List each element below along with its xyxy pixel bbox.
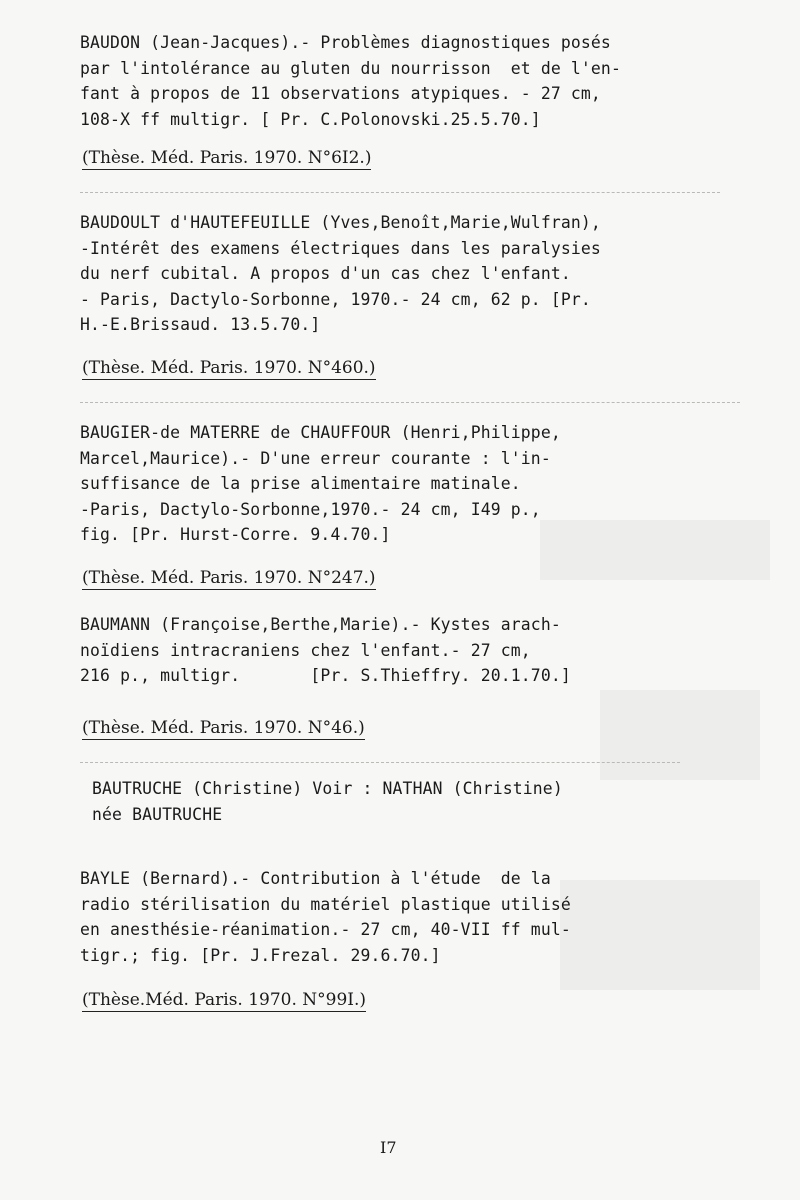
entry-line: suffisance de la prise alimentaire matinale. [80,474,521,493]
entry-line: 216 p., multigr. [Pr. S.Thieffry. 20.1.70.] [80,666,571,685]
separator-line [80,192,720,193]
thesis-citation: (Thèse. Méd. Paris. 1970. N°247.) [82,568,376,588]
bibliography-entry [80,420,740,548]
bibliography-entry [80,612,740,689]
entry-line: - Paris, Dactylo-Sorbonne, 1970.- 24 cm, 62 p. [Pr. [80,289,591,309]
entry-line: du nerf cubital. A propos d'un cas chez l'enfant. [80,264,571,283]
page-number: I7 [380,1138,397,1157]
entry-line: noïdiens intracraniens chez l'enfant.- 27 cm, [80,640,531,660]
entry-line: BAUGIER-de MATERRE de CHAUFFOUR (Henri,Philippe, [80,423,561,442]
separator-line [80,402,740,403]
entry-line: 108-X ff multigr. [ Pr. C.Polonovski.25.5.70.] [80,109,541,129]
entry-line: BAUTRUCHE (Christine) Voir : NATHAN (Christine) [92,779,563,798]
entry-line: née BAUTRUCHE [92,804,223,824]
entry-line: BAUDOULT d'HAUTEFEUILLE (Yves,Benoît,Marie,Wulfran), [80,213,601,232]
thesis-citation: (Thèse. Méd. Paris. 1970. N°6I2.) [82,148,372,168]
show-through-smudge [600,690,760,780]
bibliography-entry [80,866,740,968]
bibliography-entry [80,210,740,338]
thesis-citation: (Thèse. Méd. Paris. 1970. N°46.) [82,718,365,738]
entry-line: BAYLE (Bernard).- Contribution à l'étude de la [80,869,551,888]
entry-line: radio stérilisation du matériel plastique utilisé [80,894,571,914]
entry-line: H.-E.Brissaud. 13.5.70.] [80,315,321,334]
thesis-citation: (Thèse.Méd. Paris. 1970. N°99I.) [82,990,367,1010]
bibliography-entry [80,30,740,132]
entry-line: fig. [Pr. Hurst-Corre. 9.4.70.] [80,525,391,544]
entry-line: Marcel,Maurice).- D'une erreur courante : l'in- [80,448,551,468]
cross-reference-entry [92,776,752,827]
entry-line: -Paris, Dactylo-Sorbonne,1970.- 24 cm, I49 p., [80,499,541,519]
entry-line: tigr.; fig. [Pr. J.Frezal. 29.6.70.] [80,945,441,965]
entry-line: -Intérêt des examens électriques dans les paralysies [80,238,601,258]
entry-line: BAUMANN (Françoise,Berthe,Marie).- Kystes arach- [80,615,561,634]
entry-line: fant à propos de 11 observations atypiques. - 27 cm, [80,84,601,103]
separator-line [80,762,680,763]
entry-line: BAUDON (Jean-Jacques).- Problèmes diagnostiques posés [80,33,611,52]
entry-line: en anesthésie-réanimation.- 27 cm, 40-VII ff mul- [80,920,571,939]
thesis-citation: (Thèse. Méd. Paris. 1970. N°460.) [82,358,376,378]
entry-line: par l'intolérance au gluten du nourrisson et de l'en- [80,58,621,78]
